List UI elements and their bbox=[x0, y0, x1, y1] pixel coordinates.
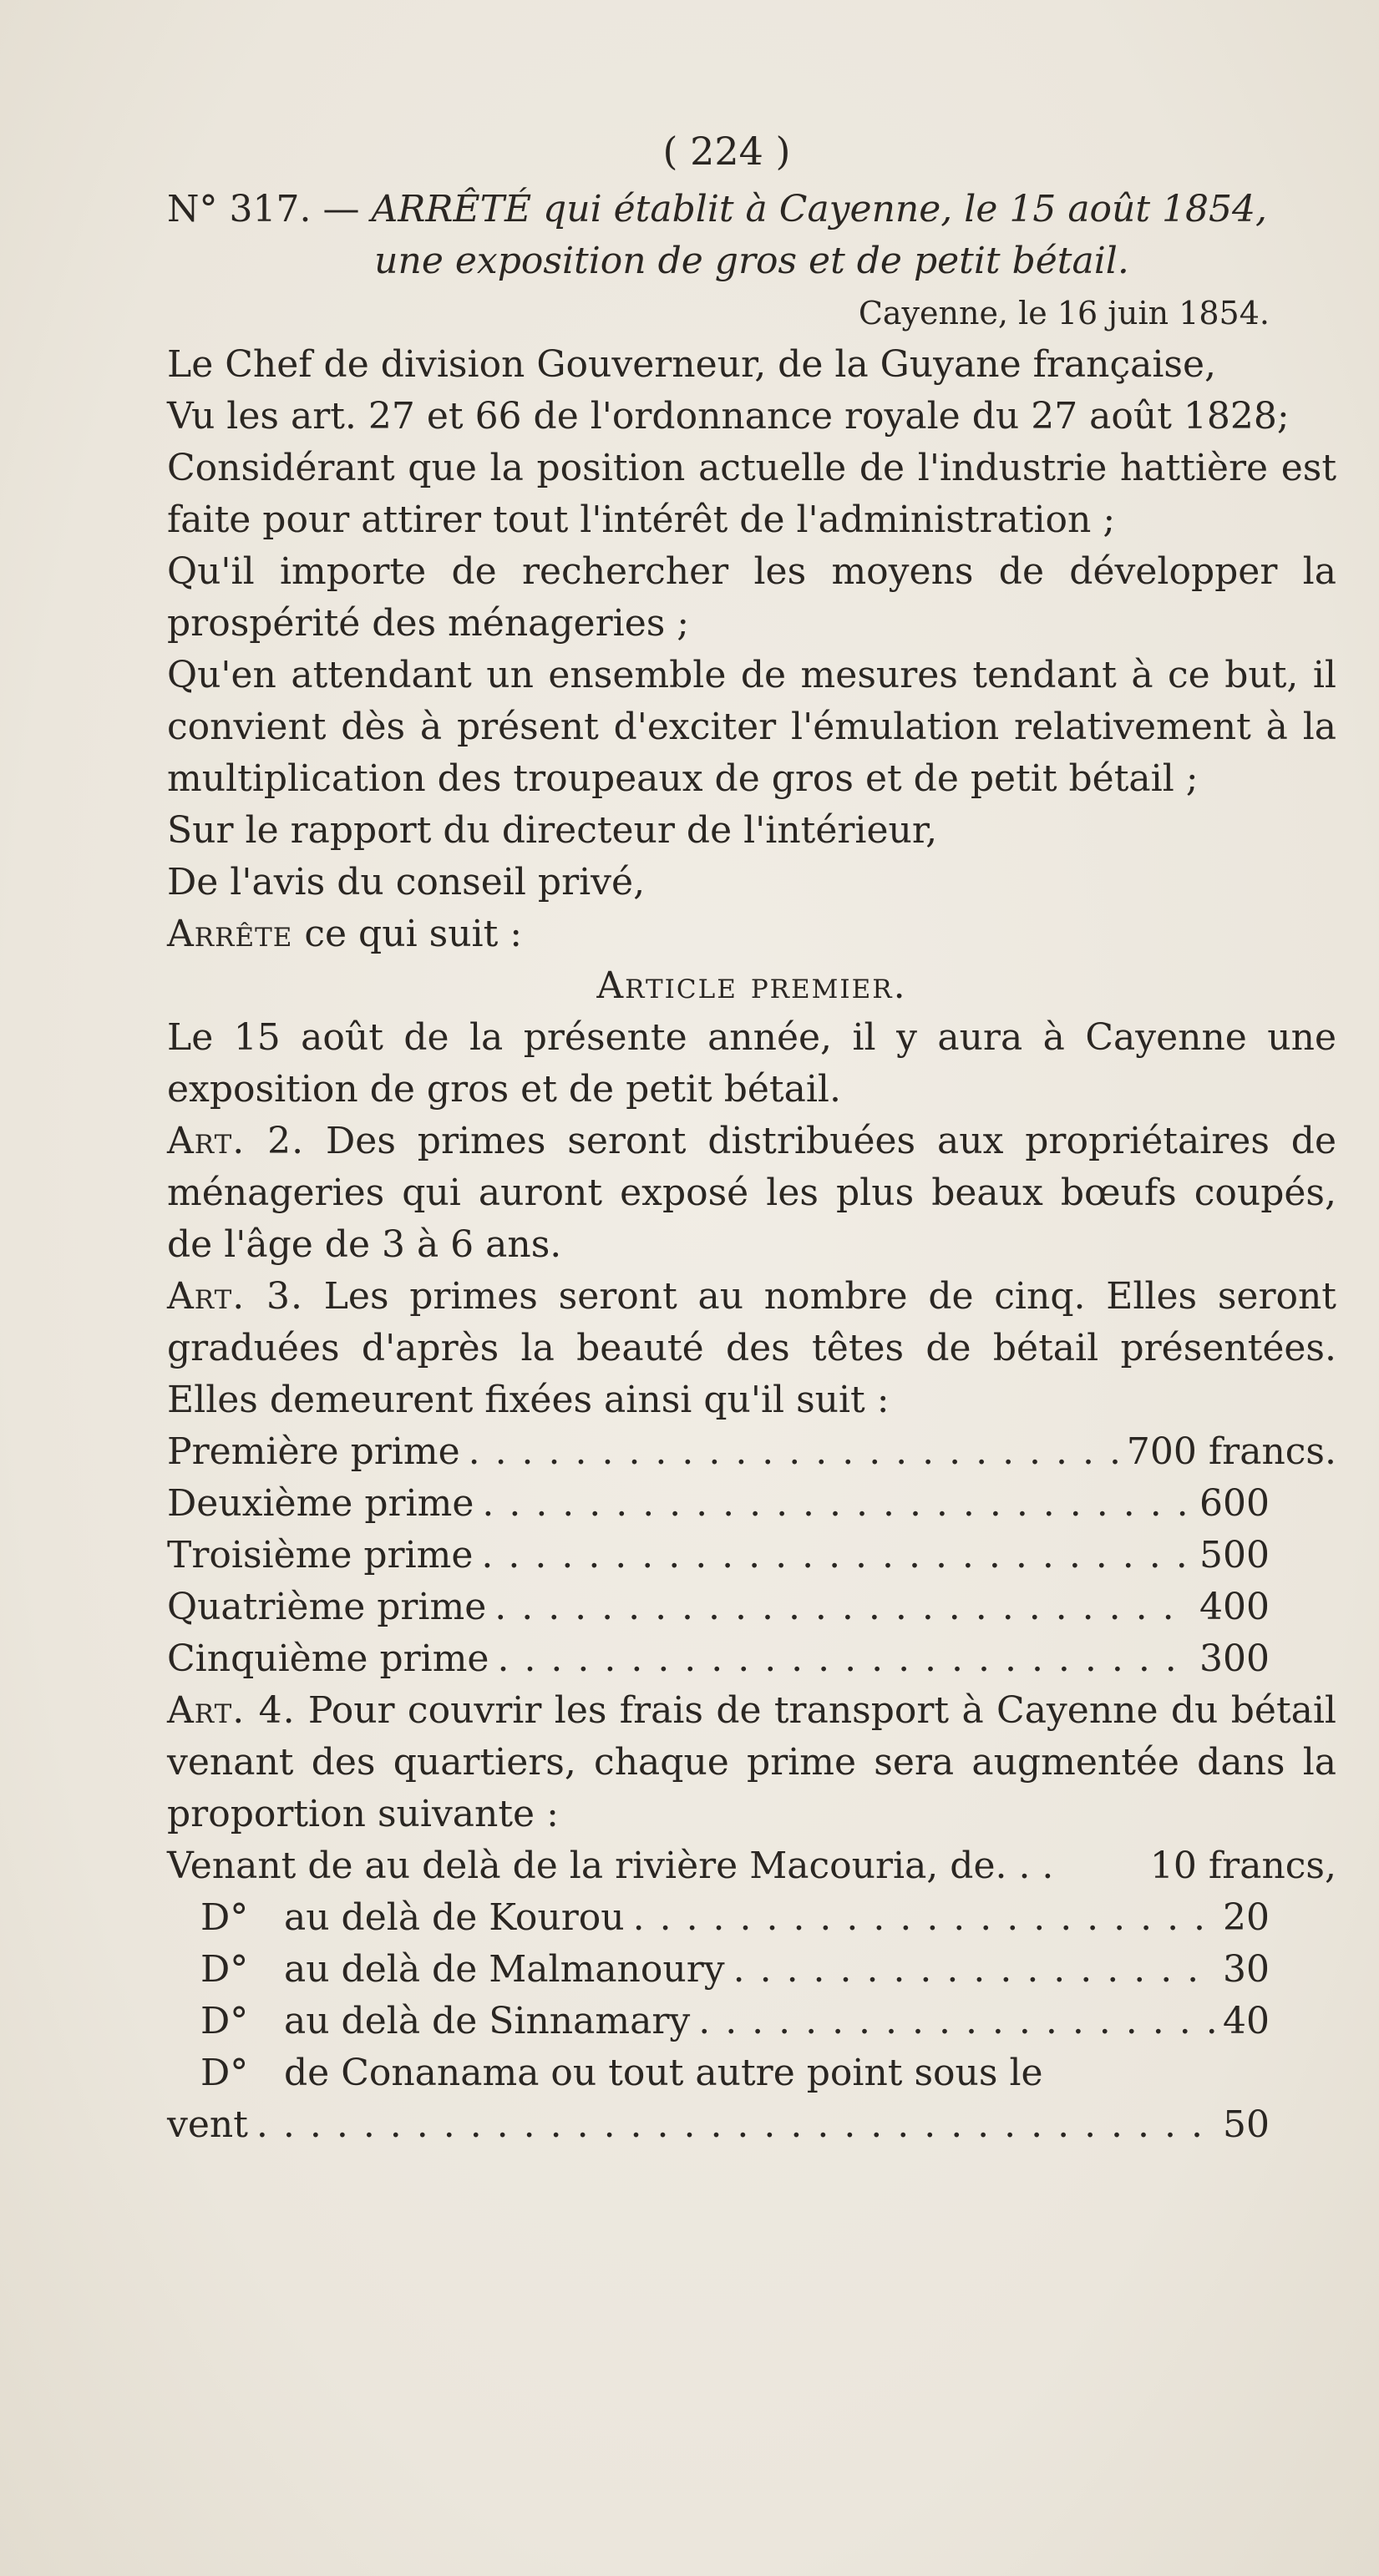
prime-value: 400 bbox=[1199, 1586, 1270, 1628]
preamble-line: Qu'en attendant un ensemble de mesures tendant à ce but, il convient dès à présent d'exciter l'émulation relativement à la multiplication des troupeaux de gros et de petit bétail ; bbox=[167, 654, 1336, 800]
leader-dots bbox=[698, 1996, 1214, 2047]
prime-value: 600 bbox=[1199, 1482, 1270, 1525]
text-column bbox=[167, 125, 1336, 2151]
leader-dots bbox=[733, 1944, 1214, 1996]
transport-row bbox=[167, 2047, 1336, 2099]
decree-title bbox=[167, 184, 1336, 235]
prime-row bbox=[167, 1633, 1336, 1685]
art3-label: Art. 3. bbox=[167, 1275, 303, 1318]
article-4-block bbox=[167, 1685, 1336, 1840]
art3-text: Les primes seront au nombre de cinq. Elles seront graduées d'après la beauté des têtes de bétail présentées. Elles demeurent fixées ainsi qu'il suit : bbox=[167, 1275, 1336, 1421]
leader-dots bbox=[482, 1478, 1191, 1530]
art2-label: Art. 2. bbox=[167, 1120, 305, 1162]
transport-label: au delà de Kourou bbox=[284, 1896, 625, 1939]
art2-text: Des primes seront distribuées aux propriétaires de ménageries qui auront exposé les plus beaux bœufs coupés, de l'âge de 3 à 6 ans. bbox=[167, 1120, 1336, 1266]
transport-list bbox=[167, 1840, 1336, 2151]
ditto-mark: D° bbox=[200, 2000, 249, 2042]
preamble-line: Le Chef de division Gouverneur, de la Guyane française, bbox=[167, 343, 1217, 386]
transport-row bbox=[167, 2099, 1336, 2151]
transport-value: 30 bbox=[1223, 1948, 1270, 1991]
transport-value: 40 bbox=[1223, 2000, 1270, 2042]
transport-row bbox=[167, 1892, 1336, 1944]
prime-label: Troisième prime bbox=[167, 1534, 474, 1576]
arrete-rest: ce qui suit : bbox=[292, 913, 523, 955]
preamble-line: De l'avis du conseil privé, bbox=[167, 861, 646, 903]
preamble-line: Considérant que la position actuelle de l'industrie hattière est faite pour attirer tout l'intérêt de l'administration ; bbox=[167, 447, 1336, 541]
transport-label: Venant de au delà de la rivière Macouria, de. . . bbox=[167, 1845, 1054, 1887]
dateline: Cayenne, le 16 juin 1854. bbox=[858, 295, 1270, 331]
art4-label: Art. 4. bbox=[167, 1689, 296, 1732]
decree-number: N° 317. — bbox=[167, 188, 360, 230]
ditto-mark: D° bbox=[200, 1896, 249, 1939]
leader-dots bbox=[481, 1530, 1191, 1582]
preamble-line: Sur le rapport du directeur de l'intérieur, bbox=[167, 809, 938, 852]
article-2 bbox=[167, 1116, 1336, 1271]
leader-dots bbox=[497, 1633, 1191, 1685]
preamble-line: Vu les art. 27 et 66 de l'ordonnance royale du 27 août 1828; bbox=[167, 395, 1290, 438]
primes-list bbox=[167, 1426, 1336, 1685]
art4-text: Pour couvrir les frais de transport à Cayenne du bétail venant des quartiers, chaque prime sera augmentée dans la proportion suivante : bbox=[167, 1689, 1337, 1835]
ditto-mark: D° bbox=[200, 2052, 249, 2094]
prime-value: 700 francs. bbox=[1126, 1430, 1336, 1473]
transport-row bbox=[167, 1944, 1336, 1996]
transport-label: de Conanama ou tout autre point sous le bbox=[284, 2052, 1043, 2094]
transport-value: 20 bbox=[1223, 1896, 1270, 1939]
prime-value: 500 bbox=[1199, 1534, 1270, 1576]
article-heading: Article premier. bbox=[596, 964, 907, 1007]
arrete-label: Arrête bbox=[167, 913, 293, 955]
prime-label: Quatrième prime bbox=[167, 1586, 487, 1628]
transport-label-cont: vent bbox=[167, 2103, 248, 2146]
page-number: ( 224 ) bbox=[662, 129, 791, 174]
leader-dots bbox=[633, 1892, 1214, 1944]
article-3 bbox=[167, 1271, 1336, 1426]
articles bbox=[167, 1012, 1336, 1426]
transport-row bbox=[167, 1996, 1336, 2047]
article-1: Le 15 août de la présente année, il y aura à Cayenne une exposition de gros et de petit bétail. bbox=[167, 1016, 1336, 1111]
leader-dots bbox=[494, 1582, 1191, 1633]
transport-row bbox=[167, 1840, 1336, 1892]
preamble-line: Qu'il importe de rechercher les moyens de développer la prospérité des ménageries ; bbox=[167, 550, 1336, 645]
transport-label: au delà de Malmanoury bbox=[284, 1948, 725, 1991]
prime-value: 300 bbox=[1199, 1637, 1270, 1680]
prime-row bbox=[167, 1582, 1336, 1633]
arrete-line bbox=[167, 908, 1336, 960]
transport-label: au delà de Sinnamary bbox=[284, 2000, 691, 2042]
transport-value: 50 bbox=[1223, 2103, 1270, 2146]
prime-row bbox=[167, 1478, 1336, 1530]
prime-row bbox=[167, 1530, 1336, 1582]
transport-value: 10 francs, bbox=[1149, 1845, 1336, 1887]
ditto-mark: D° bbox=[200, 1948, 249, 1991]
leader-dots bbox=[469, 1426, 1118, 1478]
prime-label: Cinquième prime bbox=[167, 1637, 489, 1680]
prime-label: Deuxième prime bbox=[167, 1482, 474, 1525]
prime-row bbox=[167, 1426, 1336, 1478]
leader-dots bbox=[256, 2099, 1214, 2151]
decree-title-line2: une exposition de gros et de petit bétail. bbox=[374, 240, 1129, 282]
prime-label: Première prime bbox=[167, 1430, 460, 1473]
decree-title-line1: ARRÊTÉ qui établit à Cayenne, le 15 août 1854, bbox=[371, 188, 1268, 230]
article-4 bbox=[167, 1685, 1336, 1840]
preamble bbox=[167, 339, 1336, 960]
